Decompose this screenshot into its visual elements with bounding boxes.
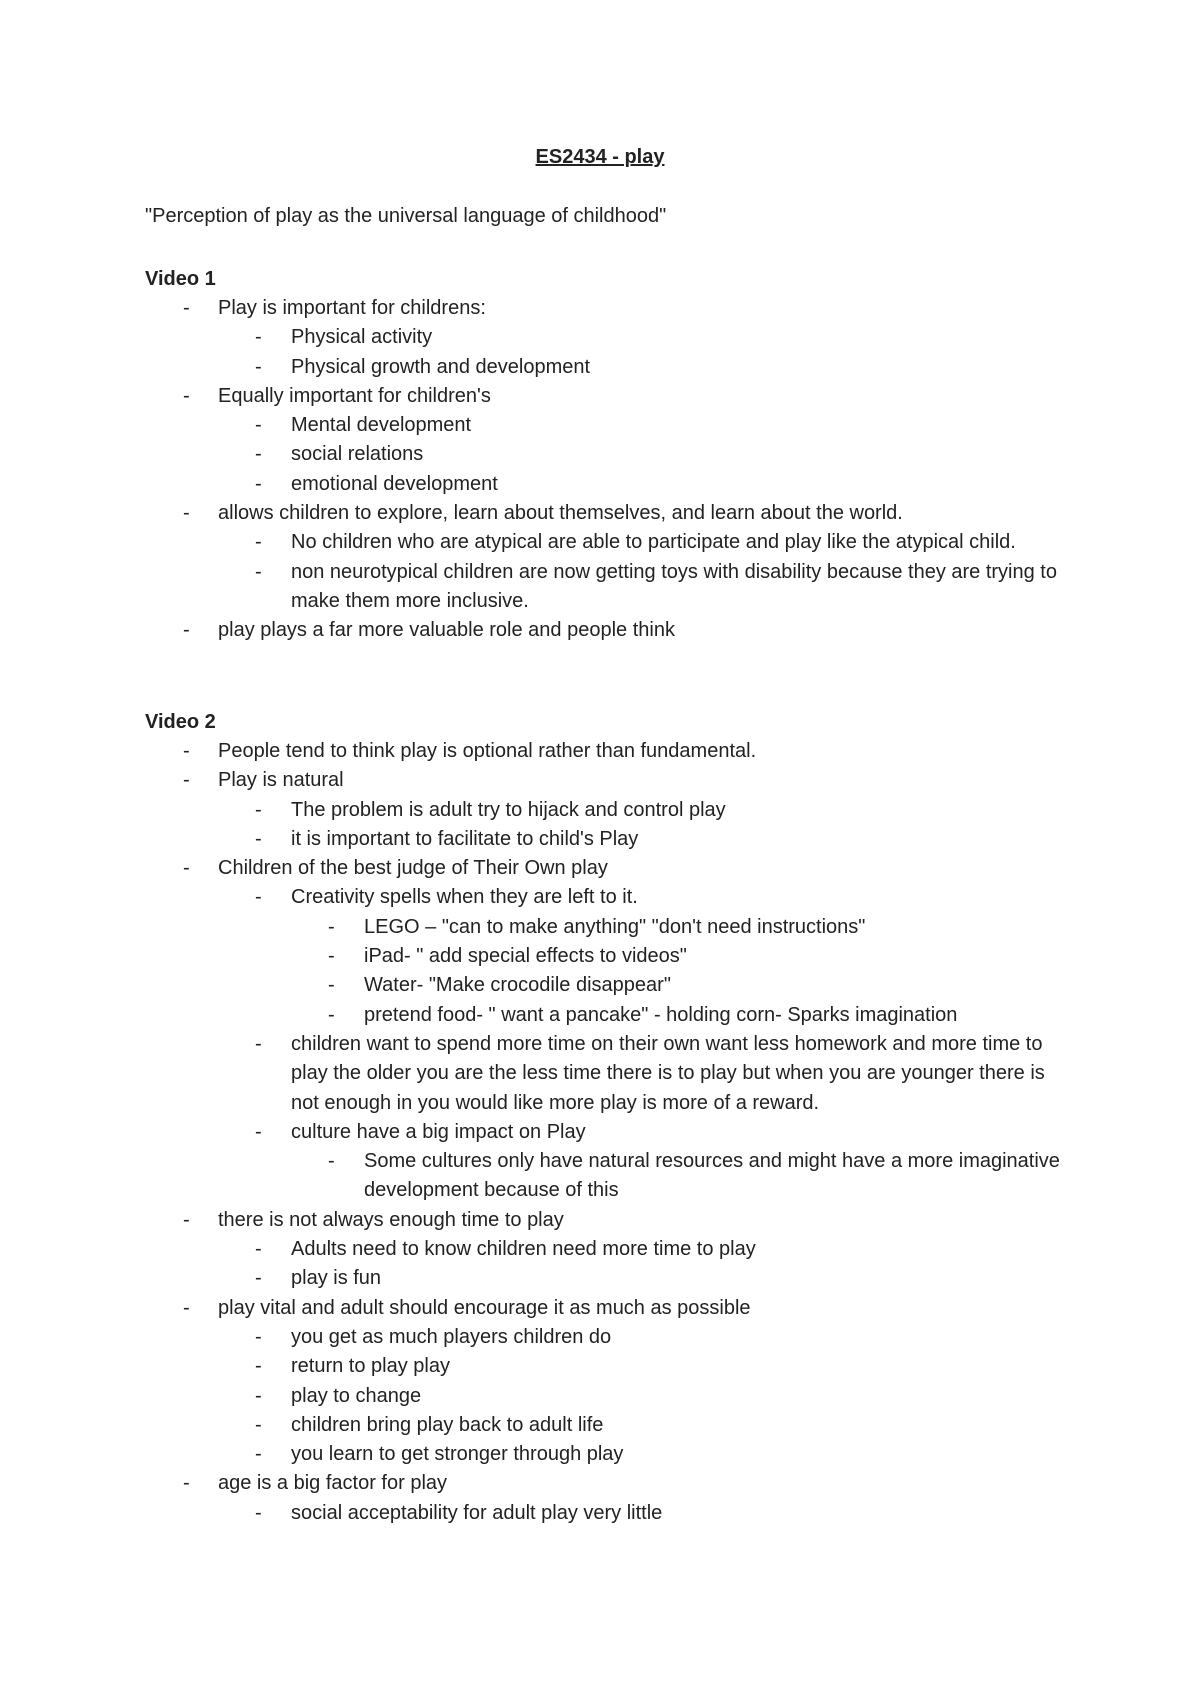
bullet-dash-marker: - (255, 326, 262, 349)
bullet-item-level-2 (145, 1118, 1065, 1147)
bullet-dash-marker: - (255, 1443, 262, 1466)
bullet-item-level-3 (145, 913, 1065, 942)
bullet-text: children want to spend more time on their own want less homework and more time to play the older you are the less time there is to play but when you are younger there is not enough in you would like more play is more of a reward. (291, 1032, 1045, 1114)
bullet-item-level-3 (145, 971, 1065, 1000)
bullet-text: People tend to think play is optional rather than fundamental. (218, 740, 757, 762)
bullet-item-level-2 (145, 1323, 1065, 1352)
bullet-text: play vital and adult should encourage it as much as possible (218, 1296, 751, 1319)
bullet-text: you learn to get stronger through play (291, 1443, 624, 1466)
bullet-item-level-1 (145, 382, 1065, 411)
bullet-text: play is fun (291, 1267, 382, 1290)
bullet-text: Water- "Make crocodile disappear" (364, 974, 671, 997)
bullet-text: iPad- " add special effects to videos" (364, 945, 687, 968)
bullet-text: Equally important for children's (218, 384, 491, 407)
bullet-dash-marker: - (328, 915, 335, 938)
bullet-item-level-2 (145, 440, 1065, 469)
bullet-dash-marker: - (183, 1296, 190, 1319)
bullet-dash-marker: - (183, 769, 190, 792)
bullet-item-level-1 (145, 737, 1065, 766)
bullet-text: non neurotypical children are now getting toys with disability because they are trying to make them more inclusive. (291, 560, 1057, 612)
bullet-text: Play is important for childrens: (218, 297, 486, 319)
bullet-dash-marker: - (328, 1003, 335, 1026)
bullet-text: it is important to facilitate to child's Play (291, 827, 639, 850)
bullet-item-level-2 (145, 1411, 1065, 1440)
bullet-text: Children of the best judge of Their Own play (218, 857, 608, 880)
bullet-dash-marker: - (183, 297, 190, 319)
bullet-dash-marker: - (255, 1325, 262, 1348)
bullet-text: pretend food- " want a pancake" - holding corn- Sparks imagination (364, 1003, 958, 1026)
bullet-dash-marker: - (183, 502, 190, 525)
bullet-text: Mental development (291, 414, 472, 437)
bullet-item-level-1 (145, 1469, 1065, 1498)
bullet-dash-marker: - (255, 886, 262, 909)
bullet-item-level-2 (145, 1499, 1065, 1528)
bullet-dash-marker: - (328, 1150, 335, 1173)
bullet-item-level-2 (145, 558, 1065, 617)
bullet-item-level-2 (145, 323, 1065, 352)
bullet-text: allows children to explore, learn about themselves, and learn about the world. (218, 502, 903, 525)
bullet-text: Physical growth and development (291, 355, 591, 378)
bullet-item-level-1 (145, 1294, 1065, 1323)
bullet-item-level-2 (145, 1352, 1065, 1381)
bullet-dash-marker: - (255, 1120, 262, 1143)
bullet-list (145, 294, 1065, 646)
bullet-text: age is a big factor for play (218, 1472, 448, 1495)
bullet-dash-marker: - (255, 355, 262, 378)
bullet-text: Creativity spells when they are left to it. (291, 886, 638, 909)
bullet-dash-marker: - (255, 560, 262, 583)
bullet-text: children bring play back to adult life (291, 1413, 604, 1436)
document-quote: "Perception of play as the universal language of childhood" (145, 205, 667, 227)
bullet-text: social acceptability for adult play very little (291, 1501, 663, 1524)
bullet-text: you get as much players children do (291, 1325, 612, 1348)
bullet-item-level-1 (145, 499, 1065, 528)
bullet-text: No children who are atypical are able to participate and play like the atypical child. (291, 531, 1016, 554)
bullet-item-level-3 (145, 1001, 1065, 1030)
bullet-dash-marker: - (255, 798, 262, 821)
bullet-text: there is not always enough time to play (218, 1208, 564, 1231)
bullet-dash-marker: - (255, 414, 262, 437)
bullet-list (145, 737, 1065, 1528)
bullet-text: Some cultures only have natural resources and might have a more imaginative development because of this (364, 1150, 1060, 1202)
bullet-dash-marker: - (183, 857, 190, 880)
bullet-dash-marker: - (255, 1238, 262, 1261)
bullet-dash-marker: - (255, 1355, 262, 1378)
bullet-text: emotional development (291, 472, 498, 495)
bullet-dash-marker: - (255, 1413, 262, 1436)
bullet-item-level-3 (145, 942, 1065, 971)
bullet-text: Physical activity (291, 326, 433, 349)
bullet-dash-marker: - (183, 1208, 190, 1231)
bullet-dash-marker: - (255, 1384, 262, 1407)
bullet-item-level-1 (145, 616, 1065, 645)
bullet-dash-marker: - (255, 1267, 262, 1290)
bullet-item-level-1 (145, 1206, 1065, 1235)
section-heading: Video 2 (145, 711, 216, 733)
bullet-item-level-2 (145, 1030, 1065, 1118)
bullet-item-level-3 (145, 1147, 1065, 1206)
bullet-dash-marker: - (328, 945, 335, 968)
bullet-dash-marker: - (255, 531, 262, 554)
bullet-item-level-2 (145, 411, 1065, 440)
bullet-dash-marker: - (255, 1501, 262, 1524)
bullet-item-level-2 (145, 1440, 1065, 1469)
bullet-text: LEGO – "can to make anything" "don't need instructions" (364, 915, 866, 938)
bullet-text: social relations (291, 443, 424, 466)
bullet-item-level-2 (145, 883, 1065, 912)
bullet-text: play plays a far more valuable role and people think (218, 619, 675, 642)
bullet-text: culture have a big impact on Play (291, 1120, 586, 1143)
bullet-dash-marker: - (255, 827, 262, 850)
bullet-dash-marker: - (183, 619, 190, 642)
bullet-item-level-2 (145, 353, 1065, 382)
bullet-text: Adults need to know children need more time to play (291, 1238, 756, 1261)
bullet-dash-marker: - (328, 974, 335, 997)
bullet-dash-marker: - (255, 443, 262, 466)
bullet-text: The problem is adult try to hijack and control play (291, 798, 726, 821)
bullet-item-level-2 (145, 796, 1065, 825)
section-video-1 (145, 265, 1065, 646)
bullet-dash-marker: - (183, 740, 190, 762)
bullet-item-level-1 (145, 294, 1065, 323)
bullet-item-level-2 (145, 825, 1065, 854)
bullet-item-level-1 (145, 854, 1065, 883)
bullet-item-level-1 (145, 766, 1065, 795)
bullet-dash-marker: - (255, 472, 262, 495)
bullet-item-level-2 (145, 528, 1065, 557)
bullet-dash-marker: - (183, 1472, 190, 1495)
bullet-text: Play is natural (218, 769, 344, 792)
section-video-2 (145, 708, 1065, 1528)
bullet-dash-marker: - (255, 1032, 262, 1055)
bullet-item-level-2 (145, 1235, 1065, 1264)
bullet-item-level-2 (145, 1264, 1065, 1293)
bullet-text: return to play play (291, 1355, 450, 1378)
bullet-dash-marker: - (183, 384, 190, 407)
bullet-item-level-2 (145, 470, 1065, 499)
bullet-text: play to change (291, 1384, 422, 1407)
bullet-item-level-2 (145, 1382, 1065, 1411)
section-heading: Video 1 (145, 268, 216, 290)
document-title: ES2434 - play (535, 146, 665, 168)
